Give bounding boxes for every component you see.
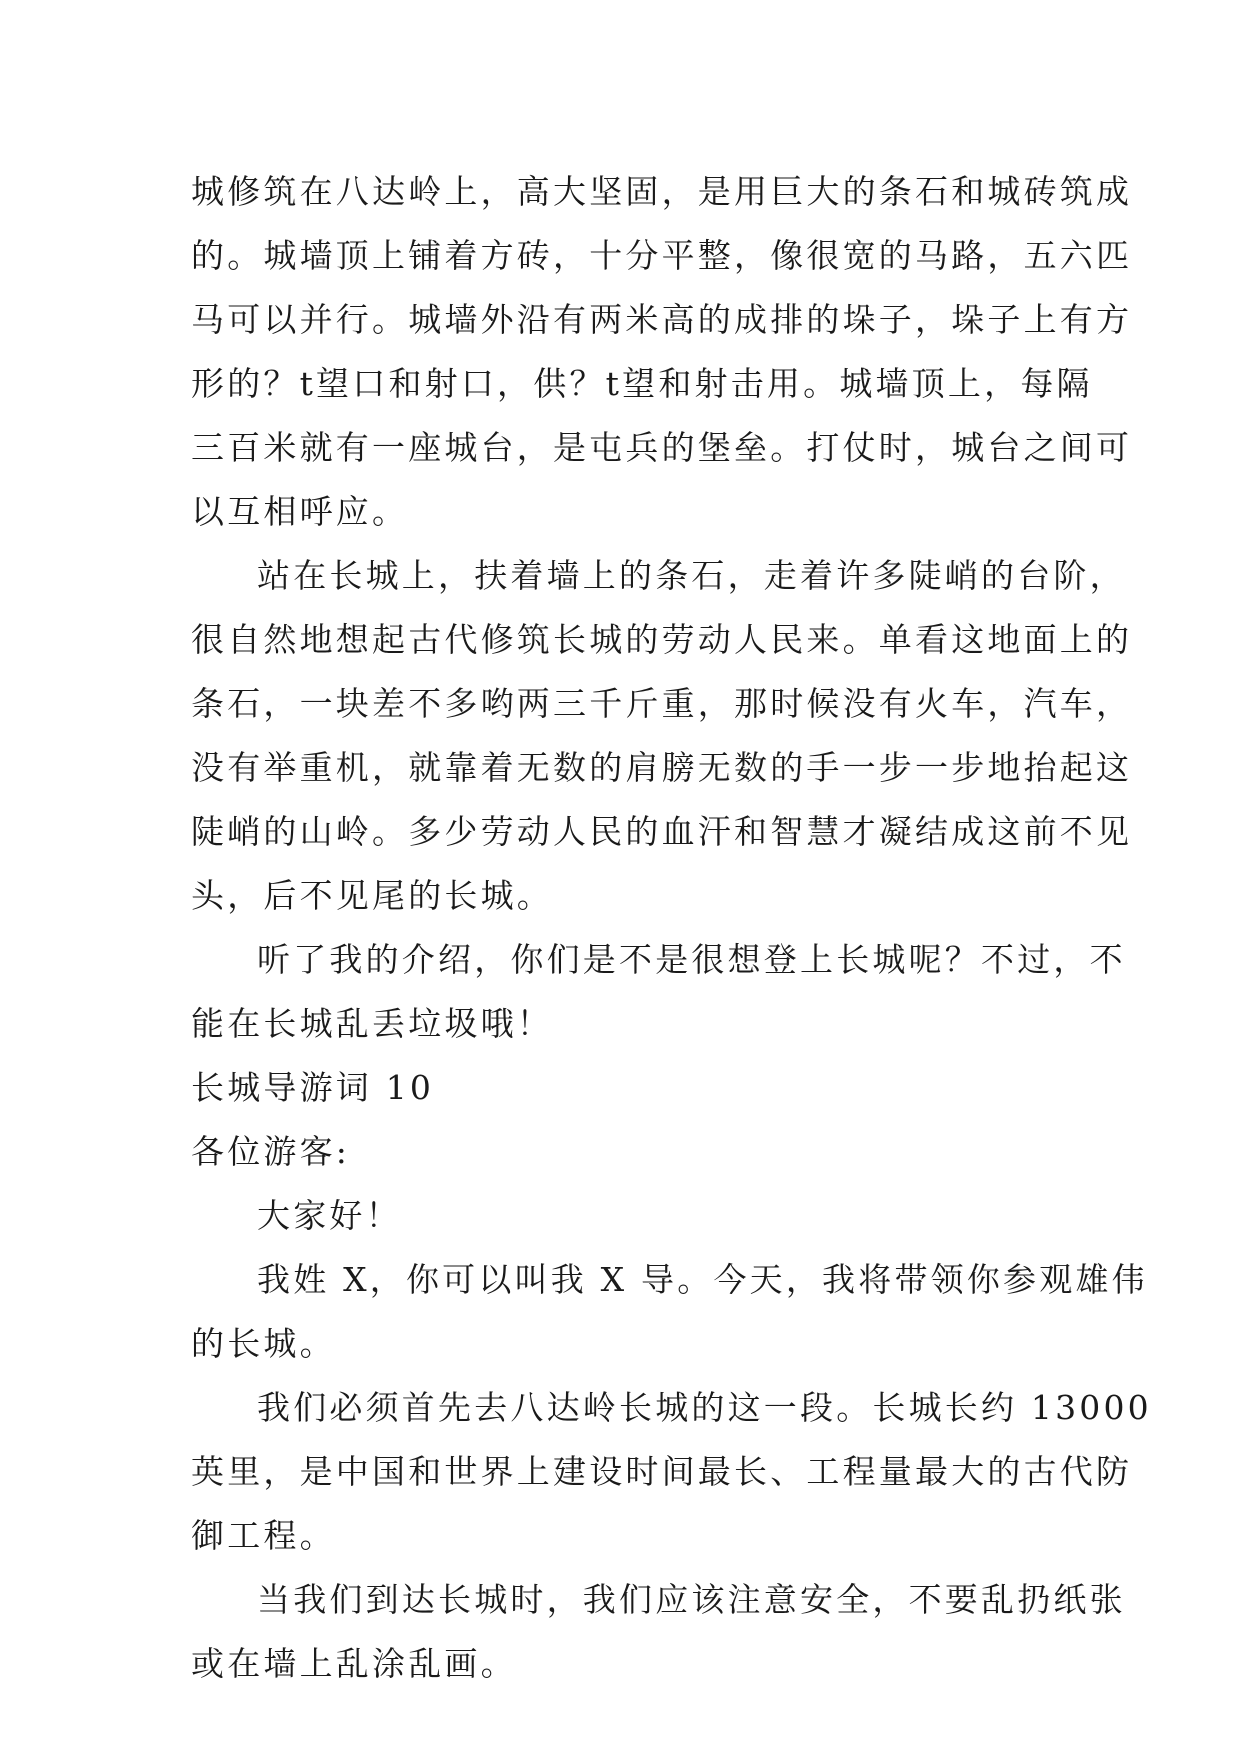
body-line: 能在长城乱丢垃圾哦！ [191, 1004, 553, 1043]
greeting-line: 大家好！ [257, 1196, 402, 1235]
paragraph-first-line: 我们必须首先去八达岭长城的这一段。长城长约 13000 [257, 1388, 1152, 1427]
body-line: 以互相呼应。 [191, 492, 409, 531]
body-line: 的。城墙顶上铺着方砖，十分平整，像很宽的马路，五六匹 [191, 236, 1133, 275]
body-line: 陡峭的山岭。多少劳动人民的血汗和智慧才凝结成这前不见 [191, 812, 1133, 851]
body-line: 城修筑在八达岭上，高大坚固，是用巨大的条石和城砖筑成 [191, 172, 1133, 211]
paragraph-first-line: 听了我的介绍，你们是不是很想登上长城呢？不过，不 [257, 940, 1126, 979]
body-line: 的长城。 [191, 1324, 336, 1363]
body-line: 头，后不见尾的长城。 [191, 876, 553, 915]
section-heading: 长城导游词 10 [191, 1068, 435, 1107]
body-line: 形的？t望口和射口，供？t望和射击用。城墙顶上，每隔 [191, 364, 1093, 403]
body-line: 马可以并行。城墙外沿有两米高的成排的垛子，垛子上有方 [191, 300, 1133, 339]
body-line: 条石，一块差不多哟两三千斤重，那时候没有火车，汽车， [191, 684, 1133, 723]
body-line: 御工程。 [191, 1516, 336, 1555]
paragraph-first-line: 我姓 X，你可以叫我 X 导。今天，我将带领你参观雄伟 [257, 1260, 1148, 1299]
body-line: 或在墙上乱涂乱画。 [191, 1644, 517, 1683]
body-line: 很自然地想起古代修筑长城的劳动人民来。单看这地面上的 [191, 620, 1133, 659]
paragraph-first-line: 站在长城上，扶着墙上的条石，走着许多陡峭的台阶， [257, 556, 1126, 595]
paragraph-first-line: 当我们到达长城时，我们应该注意安全，不要乱扔纸张 [257, 1580, 1126, 1619]
body-line: 英里，是中国和世界上建设时间最长、工程量最大的古代防 [191, 1452, 1133, 1491]
body-line: 三百米就有一座城台，是屯兵的堡垒。打仗时，城台之间可 [191, 428, 1133, 467]
document-body [191, 160, 1152, 1696]
body-line: 没有举重机，就靠着无数的肩膀无数的手一步一步地抬起这 [191, 748, 1133, 787]
greeting-salutation: 各位游客: [191, 1132, 351, 1171]
